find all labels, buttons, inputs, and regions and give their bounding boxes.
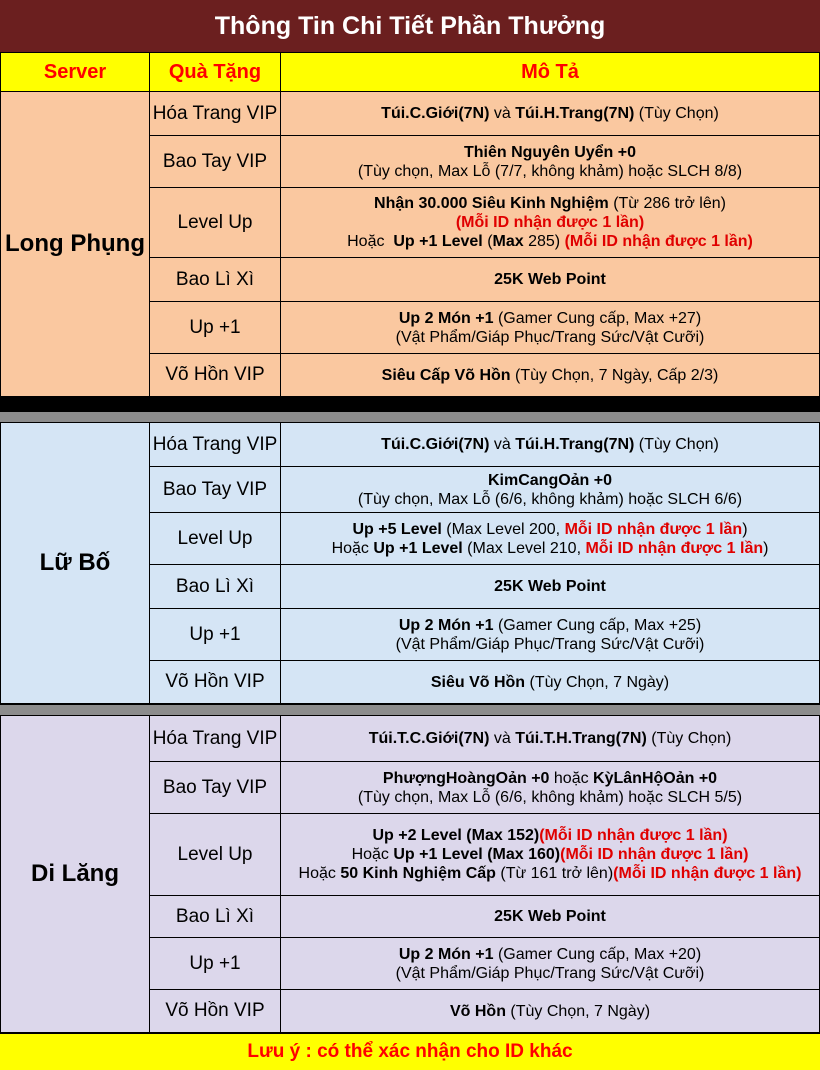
gift-description — [281, 762, 820, 814]
gift-name: Võ Hồn VIP — [150, 990, 281, 1033]
gift-name: Up +1 — [150, 302, 281, 354]
description-line — [281, 769, 819, 788]
item-name: Túi.C.Giới(7N) — [381, 105, 490, 122]
description-text: (Tùy chọn, Max Lỗ (7/7, không khảm) hoặc SLCH 8/8) — [357, 162, 743, 180]
gift-name: Bao Tay VIP — [150, 467, 281, 513]
description-line — [281, 232, 819, 251]
description-line — [281, 945, 819, 964]
item-name: Túi.C.Giới(7N) — [381, 436, 490, 453]
gift-description — [281, 565, 820, 609]
item-name: Up +5 Level — [352, 520, 442, 538]
gift-name: Bao Lì Xì — [150, 896, 281, 938]
item-name: KỳLânHộOản +0 — [593, 769, 718, 787]
description-line — [281, 309, 819, 328]
limit-note: (Mỗi ID nhận được 1 lần) — [560, 846, 749, 863]
description-text: (Max Level 210, — [462, 539, 586, 557]
item-name: Up 2 Món +1 — [398, 616, 494, 634]
header-server: Server — [1, 53, 150, 92]
description-text: hoặc — [549, 769, 594, 787]
description-text: 285) — [523, 233, 565, 250]
gift-description — [281, 302, 820, 354]
description-line — [281, 616, 819, 635]
description-text: Hoặc — [331, 539, 374, 557]
item-name: PhượngHoàngOản +0 — [382, 769, 550, 787]
header-row — [1, 53, 820, 92]
header-table — [0, 52, 820, 92]
item-name: Túi.T.H.Trang(7N) — [515, 730, 647, 747]
description-text: (Vật Phẩm/Giáp Phục/Trang Sức/Vật Cưỡi) — [395, 964, 705, 982]
item-name: Up 2 Món +1 — [398, 309, 494, 327]
description-line — [281, 520, 819, 539]
gift-description — [281, 467, 820, 513]
gift-name: Hóa Trang VIP — [150, 92, 281, 136]
gift-name: Level Up — [150, 188, 281, 258]
description-text: (Tùy Chọn) — [646, 730, 732, 747]
gift-name: Võ Hồn VIP — [150, 661, 281, 704]
item-name: Siêu Cấp Võ Hồn — [381, 366, 511, 384]
server-name: Di Lăng — [1, 716, 150, 1033]
description-line — [281, 435, 819, 454]
server-name: Long Phụng — [1, 92, 150, 397]
gift-name: Võ Hồn VIP — [150, 354, 281, 397]
gift-name: Bao Tay VIP — [150, 762, 281, 814]
item-name: KimCangOản +0 — [487, 471, 613, 489]
limit-note: Mỗi ID nhận được 1 lần — [585, 539, 764, 557]
section-separator — [0, 705, 820, 715]
item-name: Võ Hồn — [449, 1002, 506, 1020]
item-name: Up +1 Level — [393, 233, 483, 250]
description-line — [281, 635, 819, 654]
gift-description — [281, 92, 820, 136]
gift-description — [281, 609, 820, 661]
gift-description — [281, 136, 820, 188]
item-name: 25K Web Point — [494, 578, 606, 595]
item-name: Thiên Nguyên Uyển +0 — [463, 143, 637, 161]
description-line — [281, 162, 819, 181]
gift-description — [281, 896, 820, 938]
page-title: Thông Tin Chi Tiết Phần Thưởng — [0, 0, 820, 53]
description-text: (Tùy Chọn, 7 Ngày) — [505, 1002, 651, 1020]
description-text: (Từ 286 trở lên) — [608, 195, 726, 212]
description-text: (Tùy chọn, Max Lỗ (6/6, không khảm) hoặc SLCH 6/6) — [357, 490, 743, 508]
description-line — [281, 729, 819, 748]
item-name: 25K Web Point — [494, 271, 606, 288]
description-text: (Tùy chọn, Max Lỗ (6/6, không khảm) hoặc SLCH 5/5) — [357, 788, 743, 806]
description-text: (Vật Phẩm/Giáp Phục/Trang Sức/Vật Cưỡi) — [395, 635, 705, 653]
description-text: (Tùy Chọn) — [634, 105, 719, 122]
description-line — [281, 539, 819, 558]
description-text: (Max Level 200, — [441, 520, 565, 538]
description-line — [281, 104, 819, 123]
limit-note: (Mỗi ID nhận được 1 lần) — [539, 827, 728, 844]
item-name: Túi.T.C.Giới(7N) — [368, 730, 490, 747]
gift-name: Level Up — [150, 513, 281, 565]
gift-description — [281, 938, 820, 990]
item-name: Siêu Võ Hồn — [430, 673, 526, 691]
description-text: Hoặc — [298, 865, 341, 882]
gift-name: Bao Lì Xì — [150, 258, 281, 302]
item-name: Túi.H.Trang(7N) — [515, 436, 635, 453]
description-line — [281, 143, 819, 162]
gift-name: Bao Tay VIP — [150, 136, 281, 188]
description-line — [281, 270, 819, 289]
description-text: Hoặc — [351, 846, 394, 863]
limit-note: Mỗi ID nhận được 1 lần — [564, 520, 743, 538]
description-line — [281, 845, 819, 864]
item-name: Max — [492, 233, 524, 250]
server-table-lu-bo — [0, 422, 820, 704]
item-name: 25K Web Point — [494, 908, 606, 925]
gift-description — [281, 188, 820, 258]
item-name: Up +1 Level (Max 160) — [393, 846, 561, 863]
description-text: và — [489, 436, 516, 453]
gift-name: Up +1 — [150, 609, 281, 661]
description-text: (Gamer Cung cấp, Max +27) — [493, 309, 702, 327]
description-text: (Tùy Chọn, 7 Ngày, Cấp 2/3) — [510, 366, 719, 384]
gift-description — [281, 990, 820, 1033]
description-text: ) — [763, 539, 769, 557]
item-name: Túi.H.Trang(7N) — [515, 105, 635, 122]
description-line — [281, 213, 819, 232]
description-line — [281, 471, 819, 490]
description-text: (Gamer Cung cấp, Max +25) — [493, 616, 702, 634]
table-row — [1, 423, 820, 467]
description-text: ) — [742, 520, 748, 538]
item-name: Up 2 Món +1 — [398, 945, 494, 963]
footer-note: Lưu ý : có thể xác nhận cho ID khác — [0, 1033, 820, 1070]
description-line — [281, 194, 819, 213]
description-line — [281, 864, 819, 883]
description-line — [281, 964, 819, 983]
description-text: và — [489, 105, 516, 122]
description-line — [281, 577, 819, 596]
server-name: Lữ Bố — [1, 423, 150, 704]
description-line — [281, 490, 819, 509]
gift-description — [281, 354, 820, 397]
description-text: (Vật Phẩm/Giáp Phục/Trang Sức/Vật Cưỡi) — [395, 328, 705, 346]
limit-note: (Mỗi ID nhận được 1 lần) — [564, 233, 753, 250]
gift-description — [281, 513, 820, 565]
item-name: Nhận 30.000 Siêu Kinh Nghiệm — [374, 195, 609, 212]
header-description: Mô Tả — [281, 53, 820, 92]
table-row — [1, 92, 820, 136]
description-text: và — [489, 730, 516, 747]
server-table-di-lang — [0, 715, 820, 1033]
limit-note: (Mỗi ID nhận được 1 lần) — [455, 214, 645, 231]
gift-description — [281, 716, 820, 762]
gift-name: Hóa Trang VIP — [150, 423, 281, 467]
description-text: ( — [482, 233, 493, 250]
gift-name: Up +1 — [150, 938, 281, 990]
item-name: Up +2 Level (Max 152) — [372, 827, 540, 844]
table-row — [1, 716, 820, 762]
header-gift: Quà Tặng — [150, 53, 281, 92]
description-text: (Từ 161 trở lên) — [495, 865, 614, 882]
description-text: (Tùy Chọn, 7 Ngày) — [525, 673, 670, 691]
description-text: Hoặc — [347, 233, 394, 250]
description-text: (Gamer Cung cấp, Max +20) — [493, 945, 702, 963]
section-separator — [0, 412, 820, 422]
limit-note: (Mỗi ID nhận được 1 lần) — [613, 865, 802, 882]
description-line — [281, 328, 819, 347]
description-line — [281, 673, 819, 692]
item-name: 50 Kinh Nghiệm Cấp — [340, 865, 496, 882]
item-name: Up +1 Level — [373, 539, 463, 557]
description-line — [281, 826, 819, 845]
gift-description — [281, 258, 820, 302]
description-line — [281, 1002, 819, 1021]
description-line — [281, 366, 819, 385]
gift-name: Hóa Trang VIP — [150, 716, 281, 762]
gift-name: Bao Lì Xì — [150, 565, 281, 609]
gift-name: Level Up — [150, 814, 281, 896]
description-line — [281, 907, 819, 926]
description-text: (Tùy Chọn) — [634, 436, 719, 453]
gift-description — [281, 814, 820, 896]
gift-description — [281, 661, 820, 704]
gift-description — [281, 423, 820, 467]
server-table-long-phung — [0, 91, 820, 397]
description-line — [281, 788, 819, 807]
